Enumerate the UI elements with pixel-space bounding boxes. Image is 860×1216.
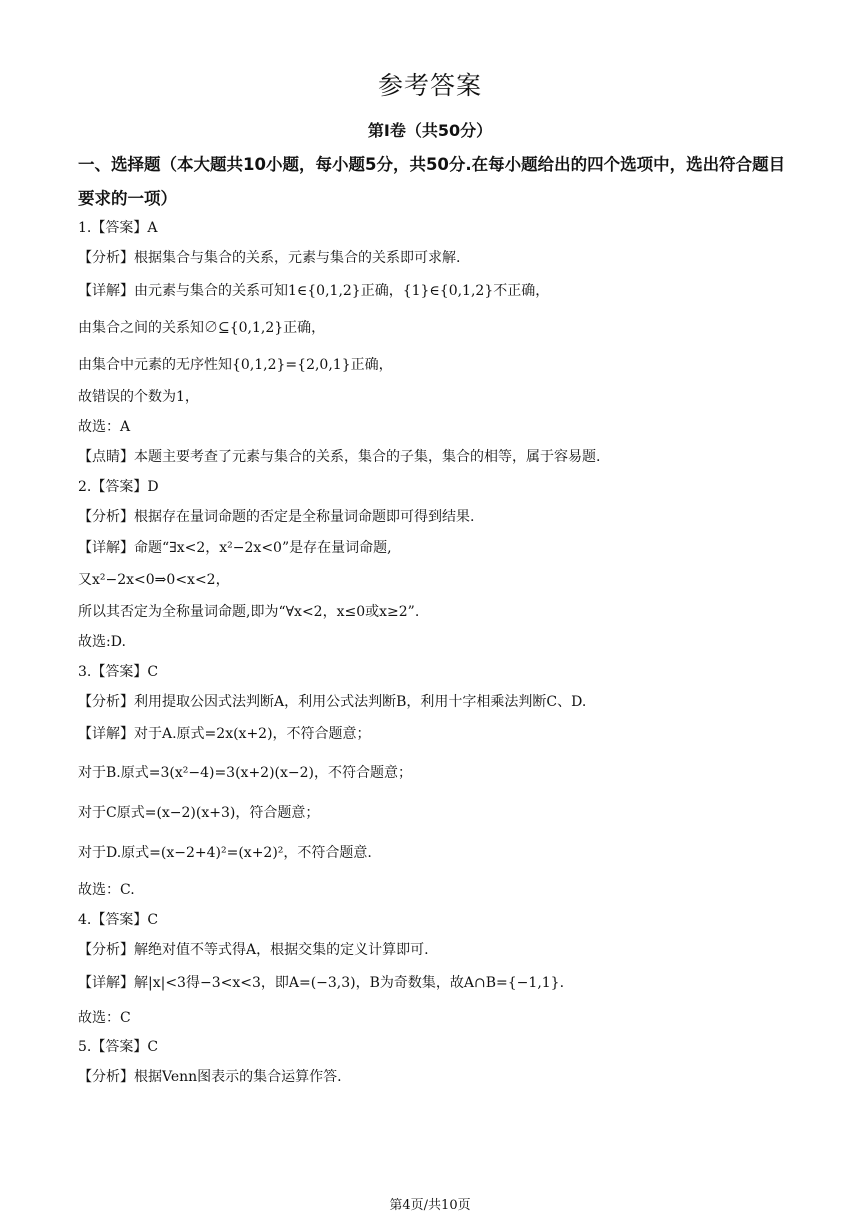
detail-line: 【详解】命题“∃x<2，x²−2x<0”是存在量词命题,	[78, 540, 392, 556]
choice-line: 故选：C	[78, 1010, 131, 1026]
analysis-line: 【分析】根据集合与集合的关系，元素与集合的关系即可求解.	[78, 250, 461, 266]
detail-line: 又x²−2x<0⇒0<x<2，	[78, 572, 230, 588]
answer-line: 4.【答案】C	[78, 912, 159, 928]
choice-line: 故选:D.	[78, 634, 126, 650]
answer-line: 1.【答案】A	[78, 220, 158, 236]
page-number: 第4页/共10页	[389, 1198, 471, 1213]
answer-line: 5.【答案】C	[78, 1039, 159, 1055]
section-heading: 一、选择题（本大题共10小题，每小题5分，共50分.在每小题给出的四个选项中，选出符合题目要求的一项）	[78, 155, 786, 208]
comment-line: 【点睛】本题主要考查了元素与集合的关系，集合的子集，集合的相等，属于容易题.	[78, 449, 601, 465]
answer-line: 2.【答案】D	[78, 479, 159, 495]
analysis-line: 【分析】解绝对值不等式得A，根据交集的定义计算即可.	[78, 942, 429, 958]
analysis-line: 【分析】利用提取公因式法判断A，利用公式法判断B，利用十字相乘法判断C、D.	[78, 694, 587, 710]
analysis-line: 【分析】根据存在量词命题的否定是全称量词命题即可得到结果.	[78, 509, 475, 525]
analysis-line: 【分析】根据Venn图表示的集合运算作答.	[78, 1069, 342, 1085]
detail-line: 对于D.原式=(x−2+4)²=(x+2)²，不符合题意.	[78, 845, 372, 861]
detail-line: 所以其否定为全称量词命题,即为“∀x<2，x≤0或x≥2”.	[78, 604, 420, 620]
choice-line: 故选：A	[78, 419, 131, 435]
detail-line: 【详解】由元素与集合的关系可知1∈{0,1,2}正确，{1}∈{0,1,2}不正确，	[78, 283, 550, 299]
section-subtitle: 第Ⅰ卷（共50分）	[367, 121, 493, 140]
detail-line: 故错误的个数为1，	[78, 389, 199, 405]
detail-line: 【详解】解|x|<3得−3<x<3，即A=(−3,3)，B为奇数集，故A∩B={−1,1}.	[78, 975, 565, 991]
detail-line: 对于C原式=(x−2)(x+3)，符合题意；	[78, 805, 320, 821]
detail-line: 对于B.原式=3(x²−4)=3(x+2)(x−2)，不符合题意；	[78, 765, 412, 781]
detail-line: 由集合之间的关系知∅⊆{0,1,2}正确，	[78, 320, 326, 336]
answer-line: 3.【答案】C	[78, 664, 159, 680]
detail-line: 【详解】对于A.原式=2x(x+2)，不符合题意；	[78, 726, 371, 742]
page-title: 参考答案	[377, 71, 482, 100]
choice-line: 故选：C.	[78, 882, 135, 898]
detail-line: 由集合中元素的无序性知{0,1,2}={2,0,1}正确，	[78, 357, 393, 373]
